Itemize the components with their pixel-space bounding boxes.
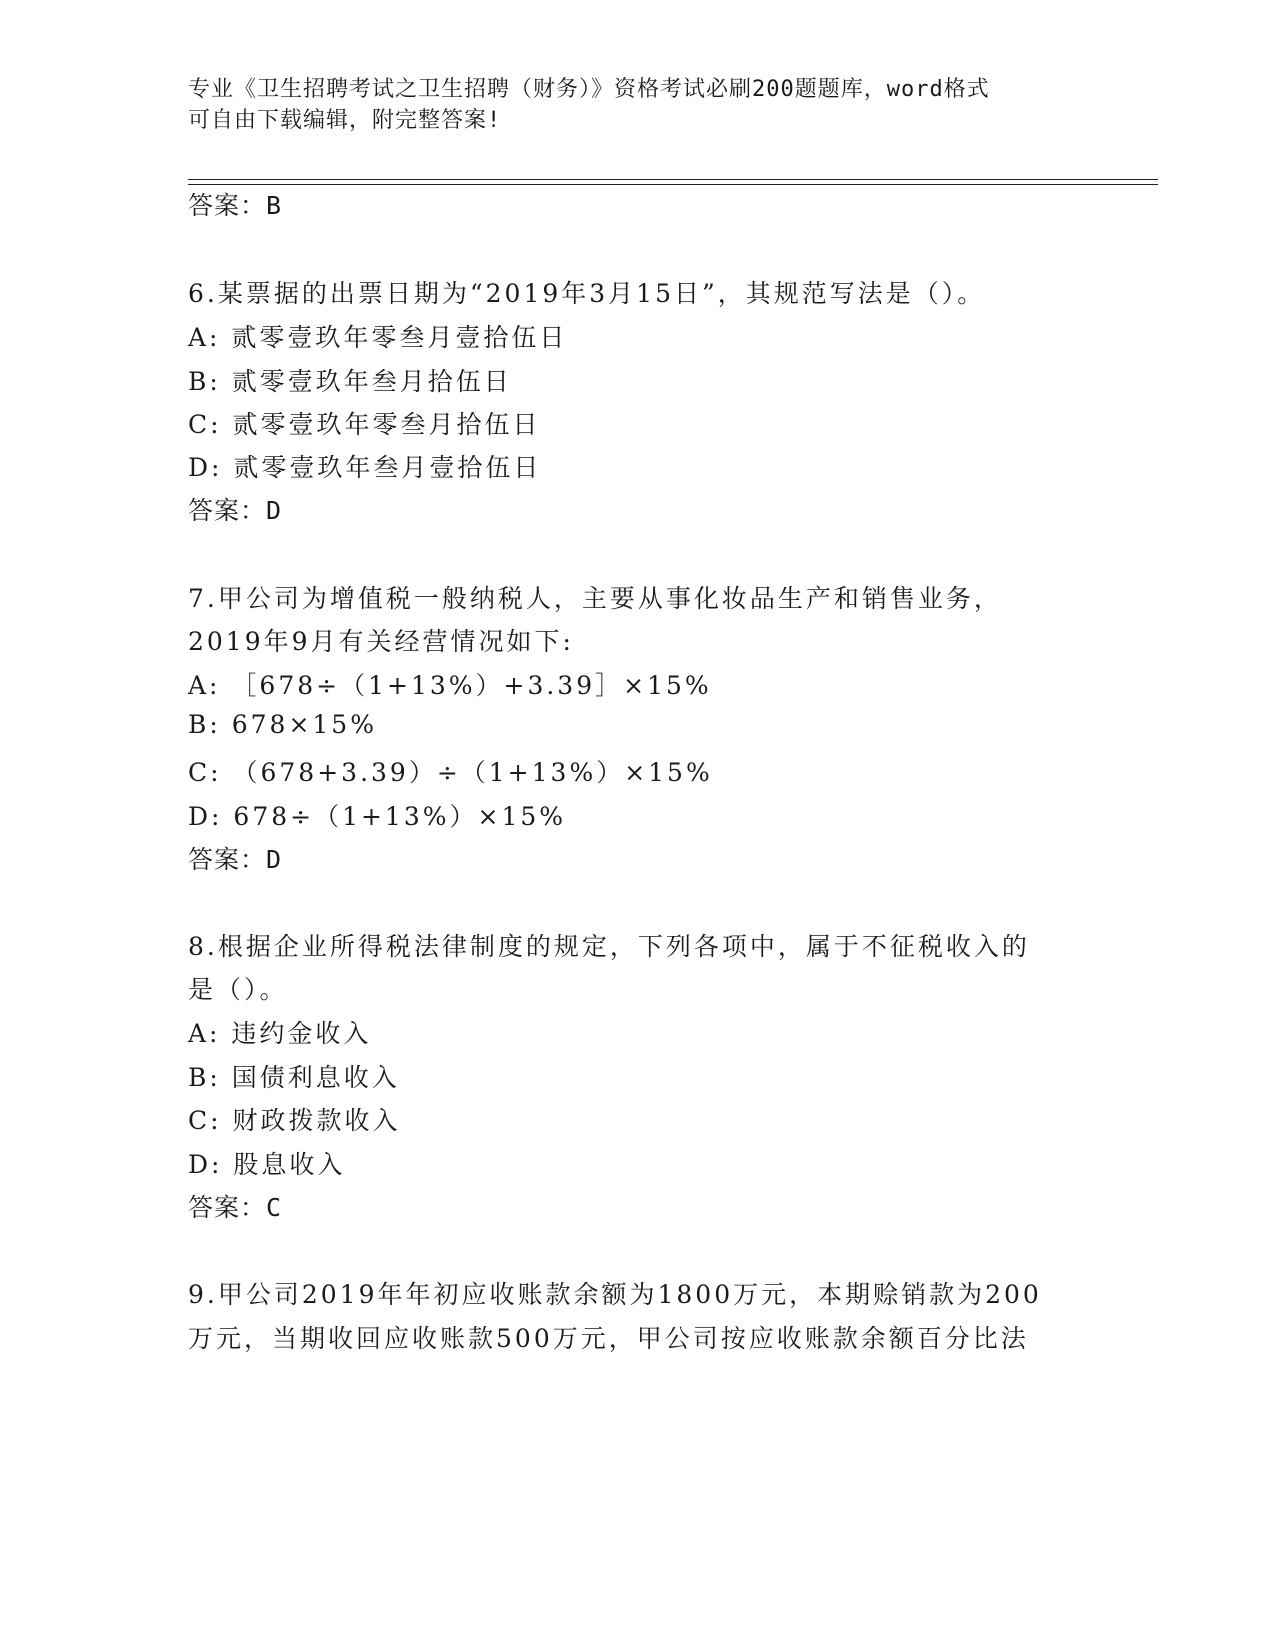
header-line-2: 可自由下载编辑，附完整答案! xyxy=(188,108,502,133)
q7-option-a: A: ［678÷（1+13%）+3.39］×15% xyxy=(188,671,712,700)
q6-option-c: C: 贰零壹玖年零叁月拾伍日 xyxy=(188,410,541,439)
header-line-1: 专业《卫生招聘考试之卫生招聘（财务）》资格考试必刷200题题库，word格式 xyxy=(188,77,990,102)
q8-option-d: D: 股息收入 xyxy=(188,1150,346,1179)
q9-stem-line-2: 万元，当期收回应收账款500万元，甲公司按应收账款余额百分比法 xyxy=(188,1324,1029,1353)
q7-stem-line-1: 7.甲公司为增值税一般纳税人，主要从事化妆品生产和销售业务， xyxy=(188,584,1002,613)
q6-option-b: B: 贰零壹玖年叁月拾伍日 xyxy=(188,367,512,396)
q7-option-d: D: 678÷（1+13%）×15% xyxy=(188,802,567,831)
document-header xyxy=(188,74,1068,136)
q9-stem-line-1: 9.甲公司2019年年初应收账款余额为1800万元，本期赊销款为200 xyxy=(188,1280,1042,1309)
header-rule-bottom xyxy=(188,184,1158,185)
header-rule-top xyxy=(188,179,1158,180)
q8-option-c: C: 财政拨款收入 xyxy=(188,1106,401,1135)
q6-option-d: D: 贰零壹玖年叁月壹拾伍日 xyxy=(188,453,542,482)
q8-option-b: B: 国债利息收入 xyxy=(188,1063,400,1092)
q7-stem-line-2: 2019年9月有关经营情况如下: xyxy=(188,627,574,656)
q8-answer: 答案：C xyxy=(188,1193,283,1222)
answer-prev: 答案：B xyxy=(188,191,283,220)
q8-stem-line-1: 8.根据企业所得税法律制度的规定，下列各项中，属于不征税收入的 xyxy=(188,932,1030,961)
q7-option-b: B: 678×15% xyxy=(188,710,377,739)
q8-stem-line-2: 是（）。 xyxy=(188,975,288,1004)
q7-option-c: C: （678+3.39）÷（1+13%）×15% xyxy=(188,758,713,787)
q6-stem-line-1: 6.某票据的出票日期为“2019年3月15日”，其规范写法是（）。 xyxy=(188,279,986,308)
q6-option-a: A: 贰零壹玖年零叁月壹拾伍日 xyxy=(188,323,568,352)
q8-option-a: A: 违约金收入 xyxy=(188,1019,372,1048)
q6-answer: 答案：D xyxy=(188,496,283,525)
q7-answer: 答案：D xyxy=(188,845,283,874)
